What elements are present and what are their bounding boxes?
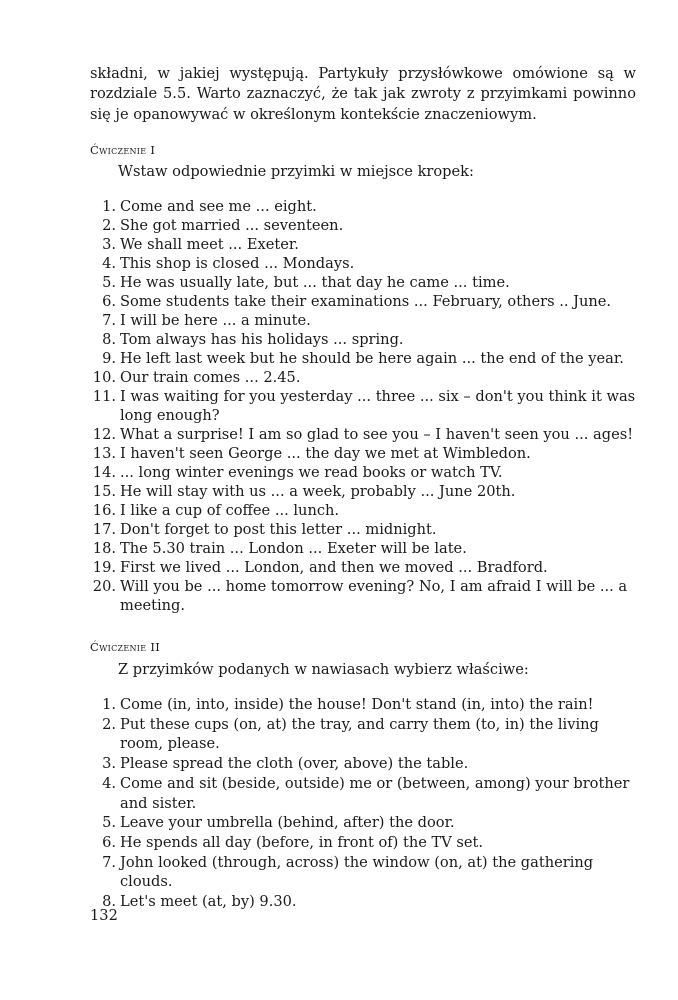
item-number: 3. xyxy=(102,755,116,773)
exercise-item xyxy=(90,292,636,311)
item-text: ... long winter evenings we read books or watch TV. xyxy=(120,464,503,481)
exercise-item xyxy=(90,892,636,912)
item-number: 5. xyxy=(102,814,116,832)
exercise-item xyxy=(90,539,636,558)
item-text: Don't forget to post this letter ... midnight. xyxy=(120,521,437,538)
exercise-2-heading: Ćwiczenie II xyxy=(90,640,161,654)
item-text: Let's meet (at, by) 9.30. xyxy=(120,893,297,911)
exercise-item xyxy=(90,330,636,349)
item-text: He was usually late, but ... that day he came ... time. xyxy=(120,274,510,291)
item-text: Please spread the cloth (over, above) the table. xyxy=(120,755,469,773)
exercise-item xyxy=(90,754,636,774)
item-number: 10. xyxy=(92,369,116,386)
exercise-item xyxy=(90,273,636,292)
item-text: The 5.30 train ... London ... Exeter will be late. xyxy=(120,540,467,557)
item-text: I haven't seen George ... the day we met at Wimbledon. xyxy=(120,445,531,462)
exercise-item xyxy=(90,235,636,254)
item-text: We shall meet ... Exeter. xyxy=(120,236,299,253)
exercise-item xyxy=(90,833,636,853)
item-number: 7. xyxy=(102,312,116,329)
item-number: 2. xyxy=(102,217,116,234)
item-text: Our train comes ... 2.45. xyxy=(120,369,301,386)
item-number: 12. xyxy=(92,426,116,443)
item-text: He will stay with us ... a week, probably ... June 20th. xyxy=(120,483,516,500)
item-text: What a surprise! I am so glad to see you – I haven't seen you ... ages! xyxy=(120,426,634,443)
item-text: Come and sit (beside, outside) me or (between, among) your brother and sister. xyxy=(120,774,630,812)
item-number: 5. xyxy=(102,274,116,291)
item-text: Some students take their examinations ... February, others .. June. xyxy=(120,293,612,310)
exercise-item xyxy=(90,425,636,444)
exercise-item xyxy=(90,349,636,368)
item-text: Come and see me ... eight. xyxy=(120,198,317,215)
item-text: Tom always has his holidays ... spring. xyxy=(120,331,404,348)
item-number: 20. xyxy=(92,578,116,595)
item-number: 6. xyxy=(102,293,116,310)
exercise-item xyxy=(90,216,636,235)
exercise-item xyxy=(90,482,636,501)
item-number: 4. xyxy=(102,774,116,792)
exercise-item xyxy=(90,577,636,615)
item-number: 8. xyxy=(102,893,116,911)
item-number: 11. xyxy=(92,388,116,405)
exercise-item xyxy=(90,715,636,754)
item-number: 3. xyxy=(102,236,116,253)
exercise-item xyxy=(90,463,636,482)
exercise-item xyxy=(90,558,636,577)
item-text: First we lived ... London, and then we moved ... Bradford. xyxy=(120,559,548,576)
exercise-item xyxy=(90,444,636,463)
item-number: 16. xyxy=(92,502,116,519)
item-text: I was waiting for you yesterday ... three ... six – don't you think it was long enough? xyxy=(120,388,636,424)
item-text: I will be here ... a minute. xyxy=(120,312,311,329)
item-text: John looked (through, across) the window (on, at) the gathering clouds. xyxy=(120,853,594,891)
exercise-1-instruction: Wstaw odpowiednie przyimki w miejsce kropek: xyxy=(118,163,474,180)
item-number: 18. xyxy=(92,540,116,557)
exercise-1-list xyxy=(90,197,636,615)
item-text: Leave your umbrella (behind, after) the door. xyxy=(120,814,455,832)
item-number: 9. xyxy=(102,350,116,367)
exercise-1-heading: Ćwiczenie I xyxy=(90,143,156,157)
item-number: 17. xyxy=(92,521,116,538)
item-number: 1. xyxy=(102,696,116,713)
item-number: 13. xyxy=(92,445,116,462)
exercise-2-list xyxy=(90,695,636,912)
item-text: He left last week but he should be here again ... the end of the year. xyxy=(120,350,624,367)
item-text: This shop is closed ... Mondays. xyxy=(120,255,355,272)
exercise-item xyxy=(90,813,636,833)
item-number: 4. xyxy=(102,255,116,272)
exercise-2-instruction: Z przyimków podanych w nawiasach wybierz właściwe: xyxy=(118,661,529,678)
intro-paragraph: składni, w jakiej występują. Partykuły przysłówkowe omówione są w rozdziale 5.5. Warto zaznaczyć, że tak jak zwroty z przyimkami powinno się je opanowywać w określonym kontekście znaczeniowym. xyxy=(90,65,636,123)
exercise-item xyxy=(90,695,636,715)
item-text: He spends all day (before, in front of) the TV set. xyxy=(120,833,484,851)
exercise-item xyxy=(90,853,636,892)
exercise-item xyxy=(90,501,636,520)
item-number: 7. xyxy=(102,853,116,871)
exercise-item xyxy=(90,254,636,273)
exercise-item xyxy=(90,368,636,387)
page-number: 132 xyxy=(90,907,118,924)
item-text: I like a cup of coffee ... lunch. xyxy=(120,502,340,519)
item-text: Come (in, into, inside) the house! Don't stand (in, into) the rain! xyxy=(120,696,594,713)
item-number: 19. xyxy=(92,559,116,576)
item-number: 15. xyxy=(92,483,116,500)
exercise-item xyxy=(90,387,636,425)
exercise-item xyxy=(90,520,636,539)
exercise-item xyxy=(90,197,636,216)
item-text: Will you be ... home tomorrow evening? No, I am afraid I will be ... a meeting. xyxy=(120,578,628,614)
item-number: 6. xyxy=(102,833,116,851)
item-number: 2. xyxy=(102,715,116,733)
exercise-item xyxy=(90,311,636,330)
item-number: 1. xyxy=(102,198,116,215)
item-text: Put these cups (on, at) the tray, and carry them (to, in) the living room, please. xyxy=(120,715,599,753)
item-number: 8. xyxy=(102,331,116,348)
item-text: She got married ... seventeen. xyxy=(120,217,344,234)
item-number: 14. xyxy=(92,464,116,481)
exercise-item xyxy=(90,774,636,813)
